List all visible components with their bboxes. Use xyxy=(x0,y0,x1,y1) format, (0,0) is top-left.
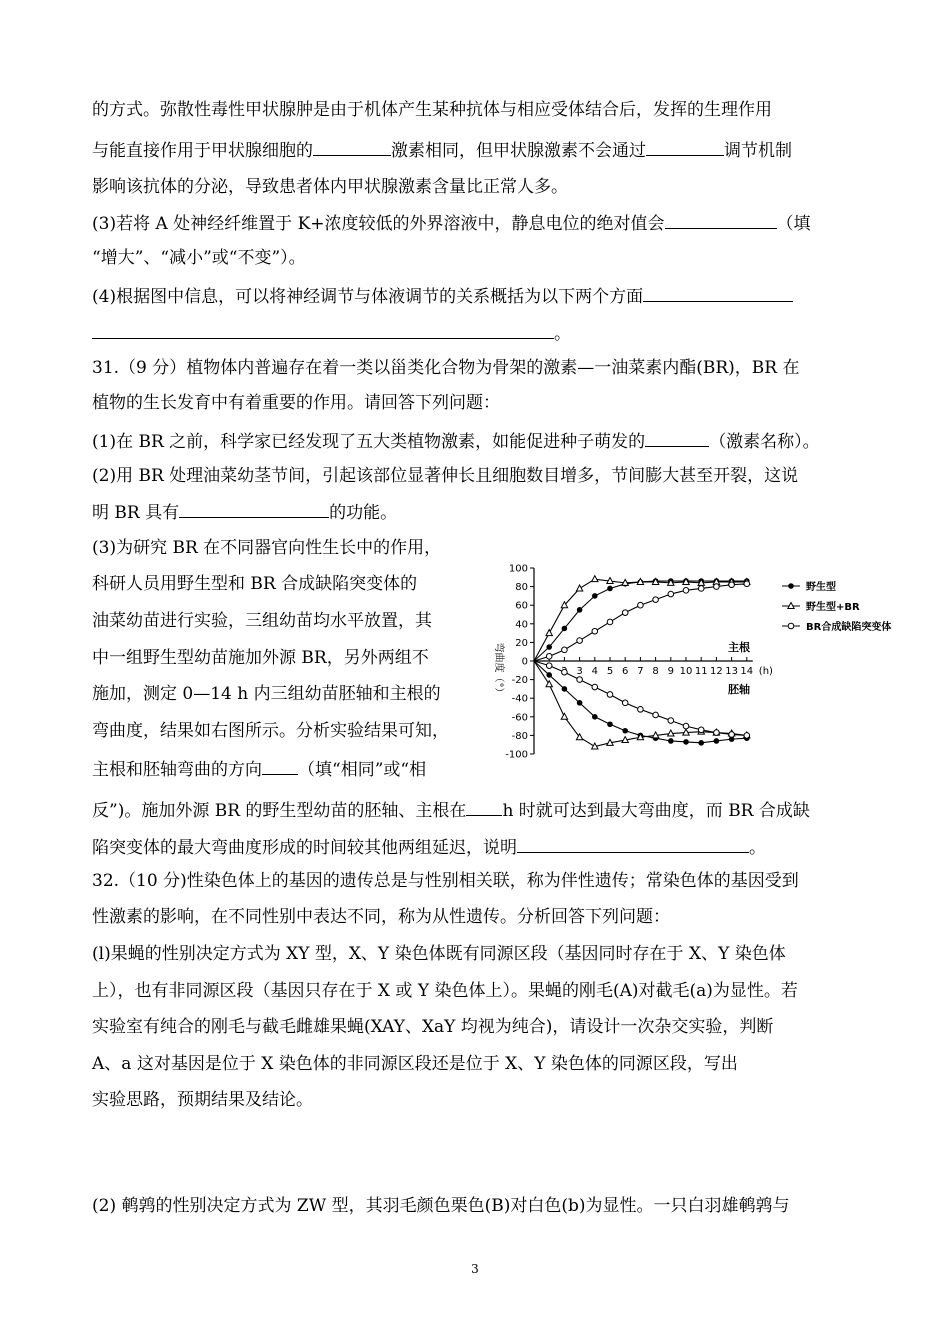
data-point xyxy=(714,730,720,736)
data-point xyxy=(668,591,674,597)
annotation-upper: 主根 xyxy=(728,641,750,654)
answer-blank[interactable] xyxy=(646,139,724,156)
y-tick-label: 40 xyxy=(515,619,528,631)
answer-blank[interactable] xyxy=(517,836,749,853)
text-line-19: 主根和胚轴弯曲的方向 （填“相同”或“相 xyxy=(92,760,427,780)
y-tick-label: -20 xyxy=(511,675,528,687)
answer-blank[interactable] xyxy=(92,322,554,339)
y-tick-label: -100 xyxy=(505,749,528,761)
data-point xyxy=(638,602,644,608)
data-point xyxy=(744,733,750,739)
y-tick-label: 100 xyxy=(508,563,528,575)
data-point xyxy=(607,721,613,727)
data-point xyxy=(607,586,613,592)
x-tick-label: 7 xyxy=(637,666,644,677)
legend-label: 野生型+BR xyxy=(806,602,860,613)
data-point xyxy=(562,626,568,632)
answer-blank[interactable] xyxy=(313,139,391,156)
legend-label: BR合成缺陷突变体 xyxy=(806,622,892,633)
text-line-10: (1)在 BR 之前，科学家已经发现了五大类植物激素，如能促进种子萌发的 （激素名称）。 xyxy=(92,432,820,452)
data-point xyxy=(592,576,598,582)
text-line-29: (2) 鹌鹑的性别决定方式为 ZW 型，其羽毛颜色栗色(B)对白色(b)为显性。一只白羽雄鹌鹑与 xyxy=(92,1196,790,1216)
chart-series xyxy=(534,576,750,749)
text-line-14: 科研人员用野生型和 BR 合成缺陷突变体的 xyxy=(92,574,418,594)
data-point xyxy=(577,638,583,644)
data-point xyxy=(668,738,674,744)
bending-chart xyxy=(478,558,930,768)
x-unit-label: (h) xyxy=(758,666,773,677)
text-line-9: 植物的生长发育中有着重要的作用。请回答下列问题： xyxy=(92,393,500,413)
x-tick-label: 4 xyxy=(591,666,598,677)
data-point xyxy=(546,644,552,650)
answer-blank[interactable] xyxy=(643,285,793,302)
data-point xyxy=(729,732,735,738)
text-line-3: 影响该抗体的分泌，导致患者体内甲状腺激素含量比正常人多。 xyxy=(92,177,568,197)
text-line-4: (3)若将 A 处神经纤维置于 K+浓度较低的外界溶液中，静息电位的绝对值会 （填 xyxy=(92,214,811,234)
x-tick-label: 10 xyxy=(679,666,693,677)
data-point xyxy=(638,707,644,713)
annotation-lower: 胚轴 xyxy=(728,683,750,696)
answer-blank[interactable] xyxy=(665,212,777,229)
data-point xyxy=(788,583,794,589)
data-point xyxy=(714,584,720,590)
data-point xyxy=(622,700,628,706)
y-tick-label: 0 xyxy=(521,656,528,668)
data-point xyxy=(698,740,704,746)
question-32-title: 32.（10 分)性染色体上的基因的遗传总是与性别相关联，称为伴性遗传；常染色体的基因受到 xyxy=(92,871,799,891)
y-tick-label: -60 xyxy=(511,712,528,724)
answer-blank[interactable] xyxy=(262,758,298,775)
text-line-18: 弯曲度，结果如右图所示。分析实验结果可知， xyxy=(92,721,449,741)
text-line-11: (2)用 BR 处理油菜幼茎节间，引起该部位显著伸长且细胞数目增多，节间膨大甚至开裂，这说 xyxy=(92,466,799,486)
y-tick-label: -40 xyxy=(511,693,528,705)
text-line-24: (l)果蝇的性别决定方式为 XY 型，X、Y 染色体既有同源区段（基因同时存在于 X、Y 染色体 xyxy=(92,944,786,964)
text-line-26: 实验室有纯合的刚毛与截毛雌雄果蝇(XAY、XaY 均视为纯合)，请设计一次杂交实验，判断 xyxy=(92,1017,774,1037)
data-point xyxy=(592,684,598,690)
answer-blank[interactable] xyxy=(645,430,709,447)
data-point xyxy=(592,714,598,720)
data-point xyxy=(577,607,583,613)
data-point xyxy=(577,677,583,683)
data-point xyxy=(698,586,704,592)
question-31-title: 31.（9 分）植物体内普遍存在着一类以甾类化合物为骨架的激素—一油菜素内酯(BR)，BR 在 xyxy=(92,358,800,378)
x-tick-label: 14 xyxy=(740,666,754,677)
x-tick-label: 11 xyxy=(694,666,708,677)
chart-legend xyxy=(782,580,891,633)
answer-blank[interactable] xyxy=(179,501,329,518)
x-tick-label: 12 xyxy=(710,666,723,677)
data-point xyxy=(592,593,598,599)
text-line-7: 。 xyxy=(92,322,571,344)
data-point xyxy=(744,581,750,587)
data-point xyxy=(546,663,552,669)
text-line-2: 与能直接作用于甲状腺细胞的 激素相同，但甲状腺激素不会通过 调节机制 xyxy=(92,141,792,161)
x-tick-label: 5 xyxy=(606,666,614,677)
answer-blank[interactable] xyxy=(466,799,502,816)
y-tick-label: 20 xyxy=(515,637,528,649)
legend-label: 野生型 xyxy=(806,582,836,593)
data-point xyxy=(698,727,704,733)
text-line-1: 的方式。弥散性毒性甲状腺肿是由于机体产生某种抗体与相应受体结合后，发挥的生理作用 xyxy=(92,100,772,120)
data-point xyxy=(788,623,794,629)
data-point xyxy=(714,738,720,744)
x-tick-label: 13 xyxy=(725,666,738,677)
page-number: 3 xyxy=(471,1262,479,1276)
y-axis-label: 弯曲度（°） xyxy=(493,642,504,698)
text-line-16: 中一组野生型幼苗施加外源 BR，另外两组不 xyxy=(92,648,429,668)
data-point xyxy=(592,628,598,634)
data-point xyxy=(562,669,568,675)
data-point xyxy=(576,585,582,591)
data-point xyxy=(622,728,628,734)
chart-axes xyxy=(505,564,773,761)
text-line-12: 明 BR 具有 的功能。 xyxy=(92,503,398,523)
text-line-28: 实验思路，预期结果及结论。 xyxy=(92,1090,313,1110)
data-point xyxy=(683,723,689,729)
data-point xyxy=(622,610,628,616)
data-point xyxy=(607,619,613,625)
data-point xyxy=(562,686,568,692)
data-point xyxy=(683,739,689,745)
y-tick-label: 60 xyxy=(515,600,528,612)
x-tick-label: 3 xyxy=(576,666,583,677)
y-tick-label: 80 xyxy=(515,582,528,594)
data-point xyxy=(546,672,552,678)
text-line-15: 油菜幼苗进行实验，三组幼苗均水平放置，其 xyxy=(92,611,432,631)
data-point xyxy=(653,597,659,603)
text-line-27: A、a 这对基因是位于 X 染色体的非同源区段还是位于 X、Y 染色体的同源区段，写出 xyxy=(92,1054,738,1074)
x-tick-label: 6 xyxy=(622,666,629,677)
text-line-13: (3)为研究 BR 在不同器官向性生长中的作用， xyxy=(92,538,442,558)
data-point xyxy=(546,654,552,660)
data-point xyxy=(653,712,659,718)
data-point xyxy=(562,647,568,653)
text-line-6: (4)根据图中信息，可以将神经调节与体液调节的关系概括为以下两个方面 xyxy=(92,285,793,307)
data-point xyxy=(683,588,689,594)
text-line-23: 性激素的影响，在不同性别中表达不同，称为从性遗传。分析回答下列问题： xyxy=(92,907,670,927)
data-point xyxy=(577,700,583,706)
data-point xyxy=(607,692,613,698)
data-point xyxy=(546,630,552,636)
text-line-25: 上），也有非同源区段（基因只存在于 X 或 Y 染色体上）。果蝇的刚毛(A)对截毛(a)为显性。若 xyxy=(92,981,798,1001)
y-tick-label: -80 xyxy=(511,730,528,742)
data-point xyxy=(729,582,735,588)
data-point xyxy=(668,718,674,724)
data-point xyxy=(561,713,567,719)
text-line-17: 施加，测定 0—14 h 内三组幼苗胚轴和主根的 xyxy=(92,684,441,704)
x-tick-label: 9 xyxy=(667,666,674,677)
text-line-5: “增大”、“减小”或“不变”）。 xyxy=(92,248,306,268)
x-tick-label: 8 xyxy=(652,666,659,677)
text-line-20: 反”)。施加外源 BR 的野生型幼苗的胚轴、主根在 h 时就可达到最大弯曲度，而 BR 合成缺 xyxy=(92,801,810,821)
text-line-21: 陷突变体的最大弯曲度形成的时间较其他两组延迟，说明 。 xyxy=(92,838,766,858)
